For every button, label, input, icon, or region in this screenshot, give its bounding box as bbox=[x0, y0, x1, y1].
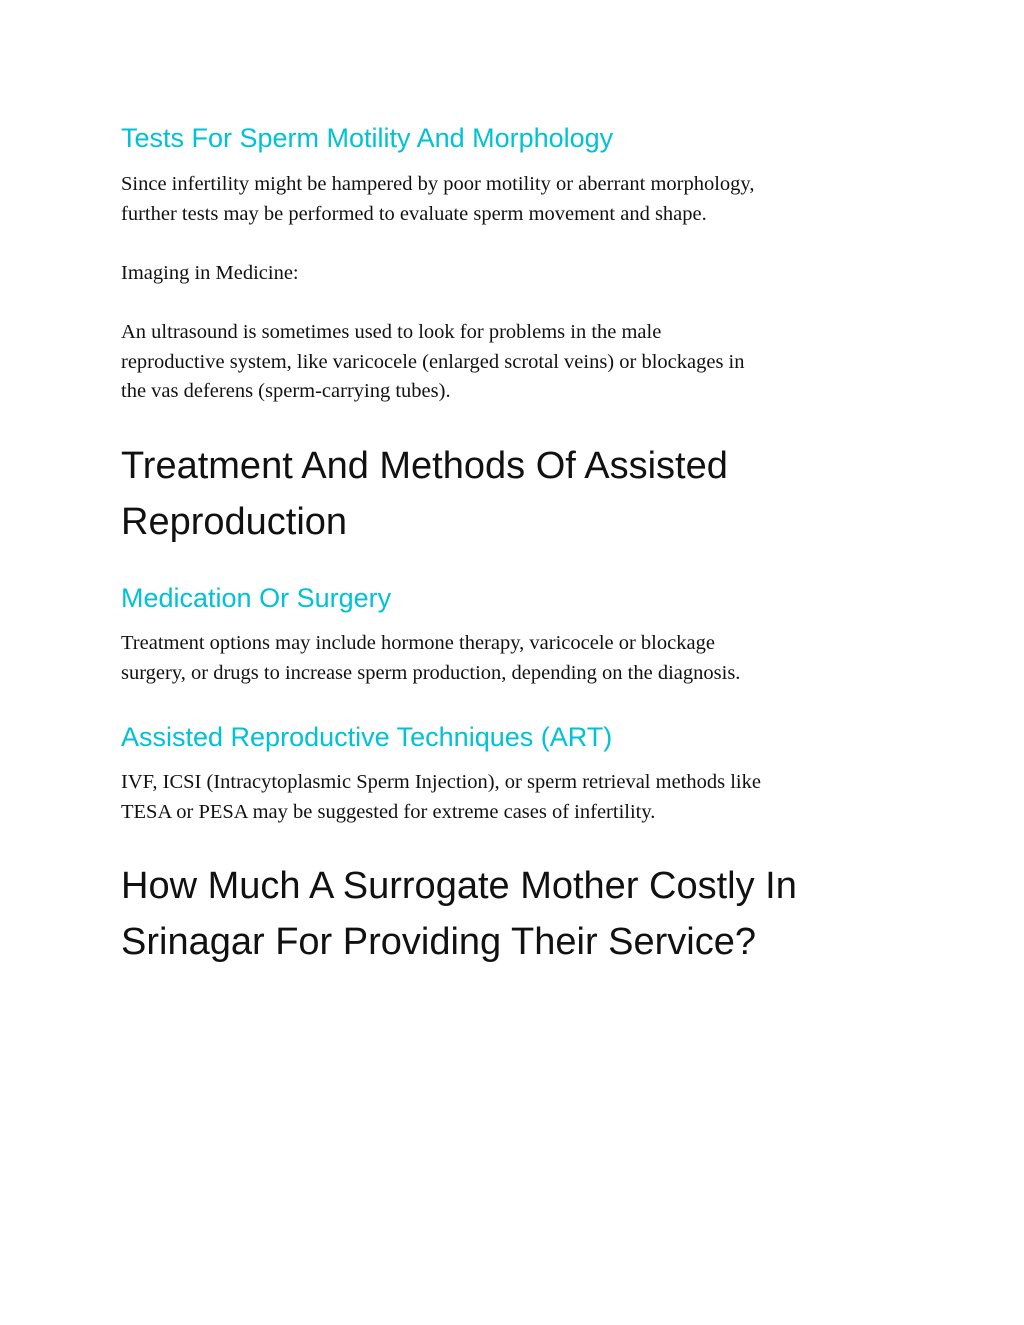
treatment-heading-line: Reproduction bbox=[121, 501, 348, 543]
tests-heading: Tests For Sperm Motility And Morphology bbox=[121, 123, 614, 153]
medication-paragraph-line: Treatment options may include hormone therapy, varicocele or blockage bbox=[121, 632, 715, 654]
medication-paragraph-line: surgery, or drugs to increase sperm production, depending on the diagnosis. bbox=[121, 661, 741, 684]
cost-heading bbox=[121, 858, 901, 970]
art-paragraph bbox=[121, 768, 911, 827]
art-paragraph-line: TESA or PESA may be suggested for extreme cases of infertility. bbox=[121, 800, 656, 823]
cost-heading-line: Srinagar For Providing Their Service? bbox=[121, 921, 757, 963]
cost-heading-line: How Much A Surrogate Mother Costly In bbox=[121, 865, 797, 907]
imaging-paragraph bbox=[121, 318, 911, 407]
art-heading: Assisted Reproductive Techniques (ART) bbox=[121, 722, 613, 752]
imaging-label: Imaging in Medicine: bbox=[121, 262, 299, 284]
art-paragraph-line: IVF, ICSI (Intracytoplasmic Sperm Injection), or sperm retrieval methods like bbox=[121, 771, 761, 793]
medication-paragraph bbox=[121, 629, 911, 688]
tests-paragraph bbox=[121, 170, 911, 229]
treatment-heading bbox=[121, 438, 901, 550]
treatment-heading-line: Treatment And Methods Of Assisted bbox=[121, 445, 728, 487]
imaging-paragraph-line: the vas deferens (sperm-carrying tubes). bbox=[121, 380, 451, 402]
tests-paragraph-line: further tests may be performed to evaluate sperm movement and shape. bbox=[121, 202, 707, 225]
imaging-paragraph-line: An ultrasound is sometimes used to look for problems in the male bbox=[121, 321, 662, 343]
medication-heading: Medication Or Surgery bbox=[121, 583, 392, 613]
tests-paragraph-line: Since infertility might be hampered by poor motility or aberrant morphology, bbox=[121, 173, 755, 195]
imaging-paragraph-line: reproductive system, like varicocele (enlarged scrotal veins) or blockages in bbox=[121, 350, 745, 373]
